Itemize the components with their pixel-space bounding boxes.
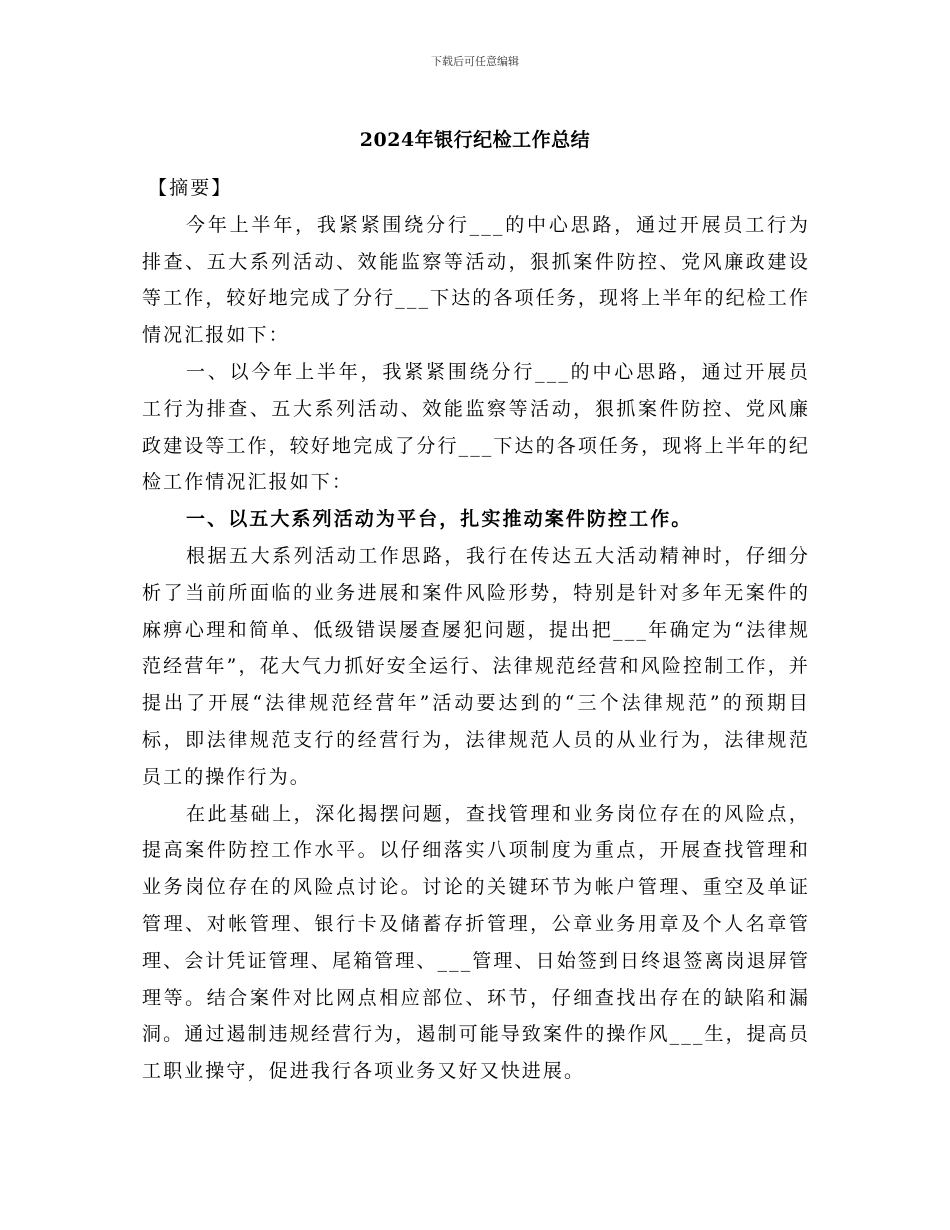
paragraph-repeat: 一、以今年上半年，我紧紧围绕分行___的中心思路，通过开展员工行为排查、五大系列活动、效能监察等活动，狠抓案件防控、党风廉政建设等工作，较好地完成了分行___下达的各项任务，现将上半年的纪检工作情况汇报如下： (142, 360, 810, 494)
paragraph-five-activities: 根据五大系列活动工作思路，我行在传达五大活动精神时，仔细分析了当前所面临的业务进展和案件风险形势，特别是针对多年无案件的麻痹心理和简单、低级错误屡查屡犯问题，提出把___年确定为“法律规范经营年”，花大气力抓好安全运行、法律规范经营和风险控制工作，并提出了开展“法律规范经营年”活动要达到的“三个法律规范”的预期目标，即法律规范支行的经营行为，法律规范人员的从业行为，法律规范员工的操作行为。 (142, 544, 810, 788)
section-heading: 一、以五大系列活动为平台，扎实推动案件防控工作。 (186, 508, 693, 531)
document-title: 2024年银行纪检工作总结 (359, 129, 591, 151)
header-note: 下载后可任意编辑 (431, 55, 519, 68)
paragraph-intro: 今年上半年，我紧紧围绕分行___的中心思路，通过开展员工行为排查、五大系列活动、效能监察等活动，狠抓案件防控、党风廉政建设等工作，较好地完成了分行___下达的各项任务，现将上半年的纪检工作情况汇报如下： (142, 213, 810, 347)
document-body (142, 170, 810, 1090)
paragraph-risk-points: 在此基础上，深化揭摆问题，查找管理和业务岗位存在的风险点，提高案件防控工作水平。以仔细落实八项制度为重点，开展查找管理和业务岗位存在的风险点讨论。讨论的关键环节为帐户管理、重空及单证管理、对帐管理、银行卡及储蓄存折管理，公章业务用章及个人名章管理、会计凭证管理、尾箱管理、___管理、日始签到日终退签离岗退屏管理等。结合案件对比网点相应部位、环节，仔细查找出存在的缺陷和漏洞。通过遏制违规经营行为，遏制可能导致案件的操作风___生，提高员工职业操守，促进我行各项业务又好又快进展。 (142, 802, 810, 1083)
abstract-label: 【摘要】 (148, 177, 233, 199)
